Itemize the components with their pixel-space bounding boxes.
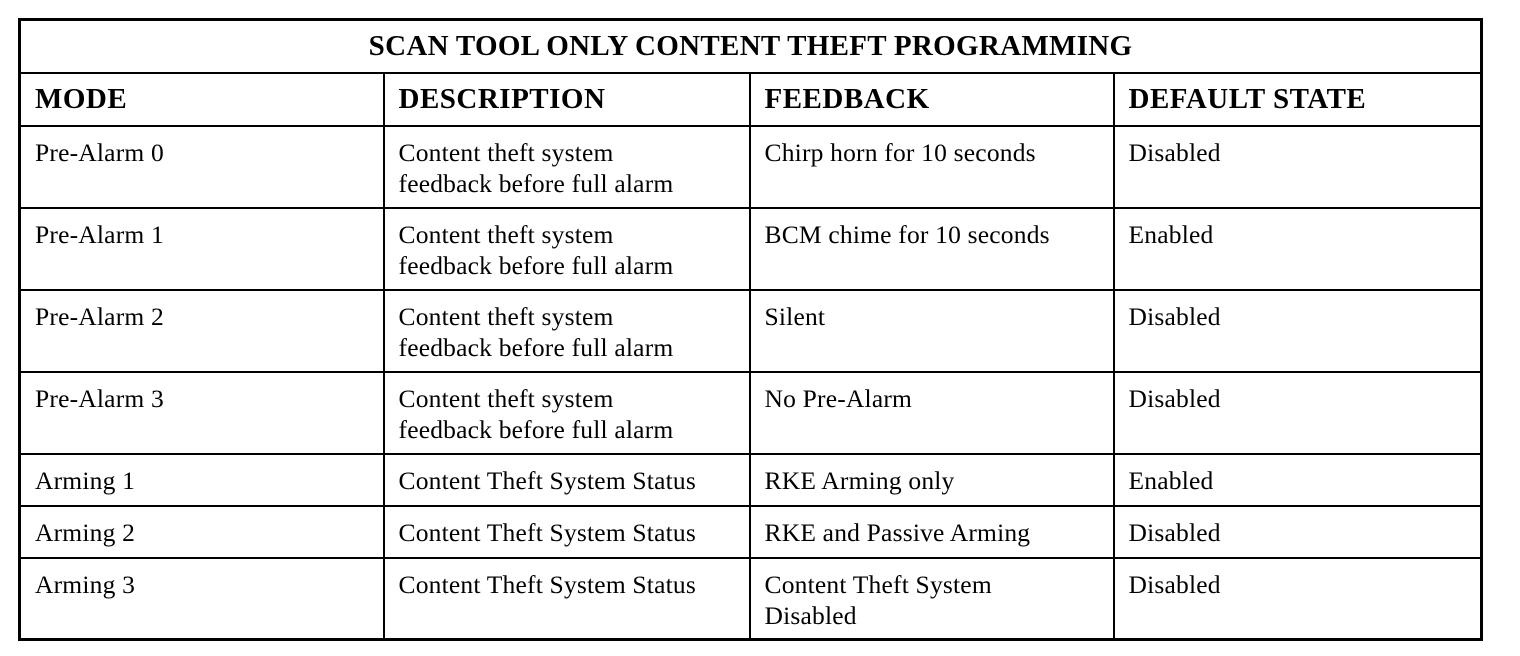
default-state-cell: Enabled bbox=[1114, 208, 1482, 290]
default-state-cell: Disabled bbox=[1114, 558, 1482, 640]
default-state-cell: Disabled bbox=[1114, 290, 1482, 372]
header-default-state: DEFAULT STATE bbox=[1114, 73, 1482, 126]
mode-cell: Pre-Alarm 1 bbox=[20, 208, 384, 290]
feedback-line: RKE and Passive Arming bbox=[764, 518, 1031, 547]
feedback-cell bbox=[750, 208, 1114, 290]
feedback-line: RKE Arming only bbox=[764, 466, 955, 495]
description-line: Content Theft System Status bbox=[398, 570, 696, 599]
description-line: feedback before full alarm bbox=[398, 251, 674, 280]
description-cell bbox=[384, 558, 750, 640]
mode-cell: Pre-Alarm 2 bbox=[20, 290, 384, 372]
table-row bbox=[20, 454, 1482, 506]
header-description: DESCRIPTION bbox=[384, 73, 750, 126]
feedback-cell bbox=[750, 454, 1114, 506]
table-row bbox=[20, 372, 1482, 454]
description-line: feedback before full alarm bbox=[398, 333, 674, 362]
description-cell bbox=[384, 126, 750, 208]
feedback-line: Disabled bbox=[764, 601, 857, 630]
table-title-row bbox=[20, 20, 1482, 74]
description-cell bbox=[384, 454, 750, 506]
description-cell bbox=[384, 372, 750, 454]
default-state-cell: Disabled bbox=[1114, 506, 1482, 558]
table-row bbox=[20, 208, 1482, 290]
description-line: Content Theft System Status bbox=[398, 518, 696, 547]
header-feedback: FEEDBACK bbox=[750, 73, 1114, 126]
mode-cell: Pre-Alarm 3 bbox=[20, 372, 384, 454]
table-row bbox=[20, 506, 1482, 558]
table-header-row bbox=[20, 73, 1482, 126]
description-line: Content theft system bbox=[398, 138, 614, 167]
feedback-line: BCM chime for 10 seconds bbox=[764, 220, 1050, 249]
mode-cell: Pre-Alarm 0 bbox=[20, 126, 384, 208]
feedback-line: Silent bbox=[764, 302, 826, 331]
mode-cell: Arming 2 bbox=[20, 506, 384, 558]
mode-cell: Arming 1 bbox=[20, 454, 384, 506]
description-line: Content theft system bbox=[398, 220, 614, 249]
feedback-line: No Pre-Alarm bbox=[764, 384, 913, 413]
description-line: Content theft system bbox=[398, 384, 614, 413]
default-state-cell: Disabled bbox=[1114, 126, 1482, 208]
description-line: Content Theft System Status bbox=[398, 466, 696, 495]
feedback-cell bbox=[750, 558, 1114, 640]
default-state-cell: Disabled bbox=[1114, 372, 1482, 454]
table-title: SCAN TOOL ONLY CONTENT THEFT PROGRAMMING bbox=[20, 20, 1482, 74]
table-row bbox=[20, 290, 1482, 372]
description-line: feedback before full alarm bbox=[398, 415, 674, 444]
header-mode: MODE bbox=[20, 73, 384, 126]
description-line: feedback before full alarm bbox=[398, 169, 674, 198]
description-line: Content theft system bbox=[398, 302, 614, 331]
feedback-cell bbox=[750, 126, 1114, 208]
mode-cell: Arming 3 bbox=[20, 558, 384, 640]
description-cell bbox=[384, 506, 750, 558]
feedback-line: Content Theft System bbox=[764, 570, 992, 599]
default-state-cell: Enabled bbox=[1114, 454, 1482, 506]
description-cell bbox=[384, 290, 750, 372]
content-theft-programming-table bbox=[18, 18, 1483, 641]
feedback-cell bbox=[750, 506, 1114, 558]
feedback-cell bbox=[750, 372, 1114, 454]
table-row bbox=[20, 558, 1482, 640]
feedback-cell bbox=[750, 290, 1114, 372]
table-row bbox=[20, 126, 1482, 208]
description-cell bbox=[384, 208, 750, 290]
feedback-line: Chirp horn for 10 seconds bbox=[764, 138, 1036, 167]
